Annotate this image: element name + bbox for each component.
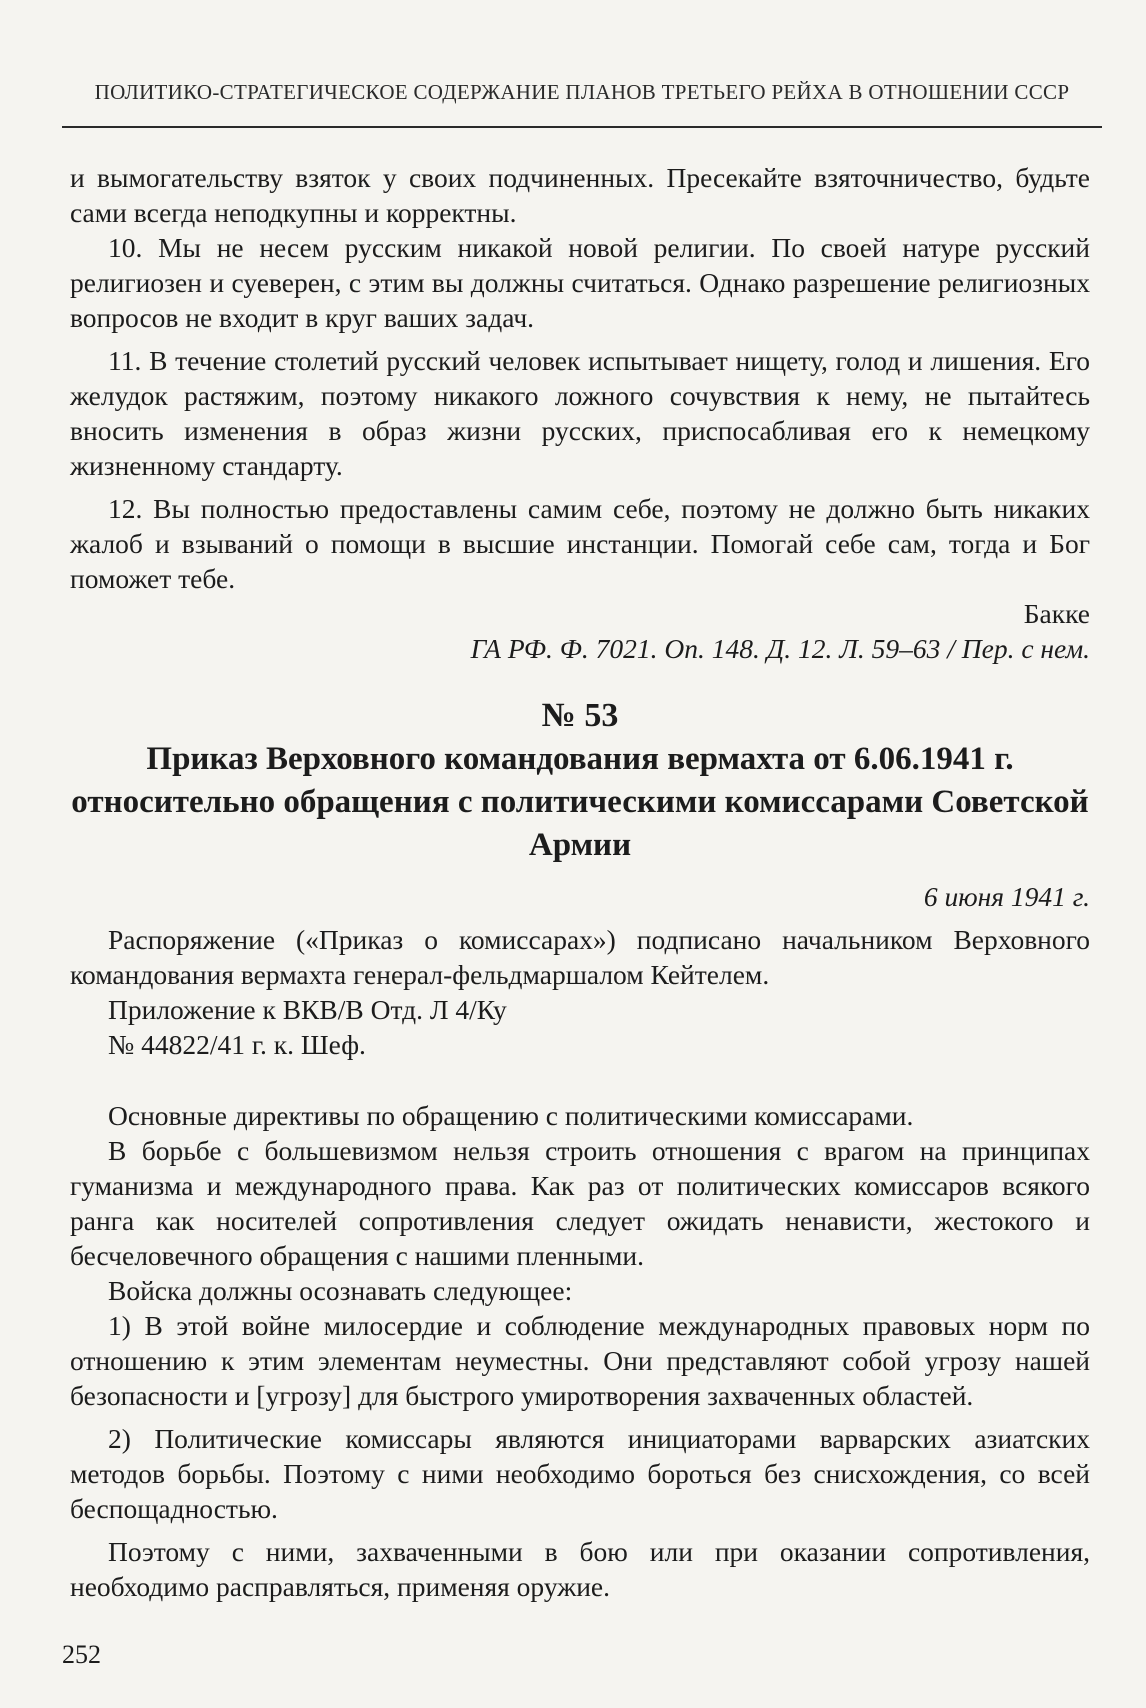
paragraph-conclusion: Поэтому с ними, захваченными в бою или при оказании сопротивления, необходимо расправляться, применяя оружие. <box>70 1536 1090 1602</box>
header-rule <box>62 126 1102 128</box>
continued-paragraph: и вымогательству взяток у своих подчиненных. Пресекайте взяточничество, будьте сами всегда неподкупны и корректны. <box>70 162 1090 228</box>
point-11: 11. В течение столетий русский человек испытывает нищету, голод и лишения. Его желудок растяжим, поэтому никакого ложного сочувствия к нему, не пытайтесь вносить изменения в образ жизни русских, приспосабливая его к немецкому жизненному стандарту. <box>70 345 1090 481</box>
file-number: № 44822/41 г. к. Шеф. <box>108 1029 366 1060</box>
point-12: 12. Вы полностью предоставлены самим себе, поэтому не должно быть никаких жалоб и взываний о помощи в высшие инстанции. Помогай себе сам, тогда и Бог поможет тебе. <box>70 493 1090 594</box>
document-number: № 53 <box>541 697 619 734</box>
document-date: 6 июня 1941 г. <box>923 881 1090 912</box>
paragraph-bolshevism: В борьбе с большевизмом нельзя строить отношения с врагом на принципах гуманизма и международного права. Как раз от политических комиссаров всякого ранга как носителей сопротивления следует ожидать ненависти, жестокого и бесчеловечного обращения с нашими пленными. <box>70 1135 1090 1271</box>
paragraph-item-2: 2) Политические комиссары являются инициаторами варварских азиатских методов борьбы. Поэтому с ними необходимо бороться без снисхождения, со всей беспощадностью. <box>70 1423 1090 1524</box>
archival-source: ГА РФ. Ф. 7021. Оп. 148. Д. 12. Л. 59–63 / Пер. с нем. <box>470 633 1090 664</box>
intro-note: Распоряжение («Приказ о комиссарах») подписано начальником Верховного командования вермахта генерал-фельдмаршалом Кейтелем. <box>70 924 1090 990</box>
section-spacer <box>70 1062 1090 1098</box>
paragraph-troops: Войска должны осознавать следующее: <box>108 1275 573 1306</box>
point-10: 10. Мы не несем русским никакой новой религии. По своей натуре русский религиозен и суеверен, с этим вы должны считаться. Однако разрешение религиозных вопросов не входит в круг ваших задач. <box>70 232 1090 333</box>
paragraph-item-1: 1) В этой войне милосердие и соблюдение международных правовых норм по отношению к этим элементам неуместны. Они представляют собой угрозу нашей безопасности и [угрозу] для быстрого умиротворения захваченных областей. <box>70 1310 1090 1411</box>
annex-reference: Приложение к ВКВ/В Отд. Л 4/Ку <box>108 994 507 1025</box>
running-header: ПОЛИТИКО-СТРАТЕГИЧЕСКОЕ СОДЕРЖАНИЕ ПЛАНОВ ТРЕТЬЕГО РЕЙХА В ОТНОШЕНИИ СССР <box>94 80 1070 104</box>
page-body <box>70 160 1090 1604</box>
signature: Бакке <box>1023 598 1090 629</box>
paragraph-guidelines: Основные директивы по обращению с политическими комиссарами. <box>108 1100 914 1131</box>
document-title: Приказ Верховного командования вермахта от 6.06.1941 г. относительно обращения с политическими комиссарами Советской Армии <box>71 741 1089 863</box>
page-number: 252 <box>62 1640 101 1669</box>
